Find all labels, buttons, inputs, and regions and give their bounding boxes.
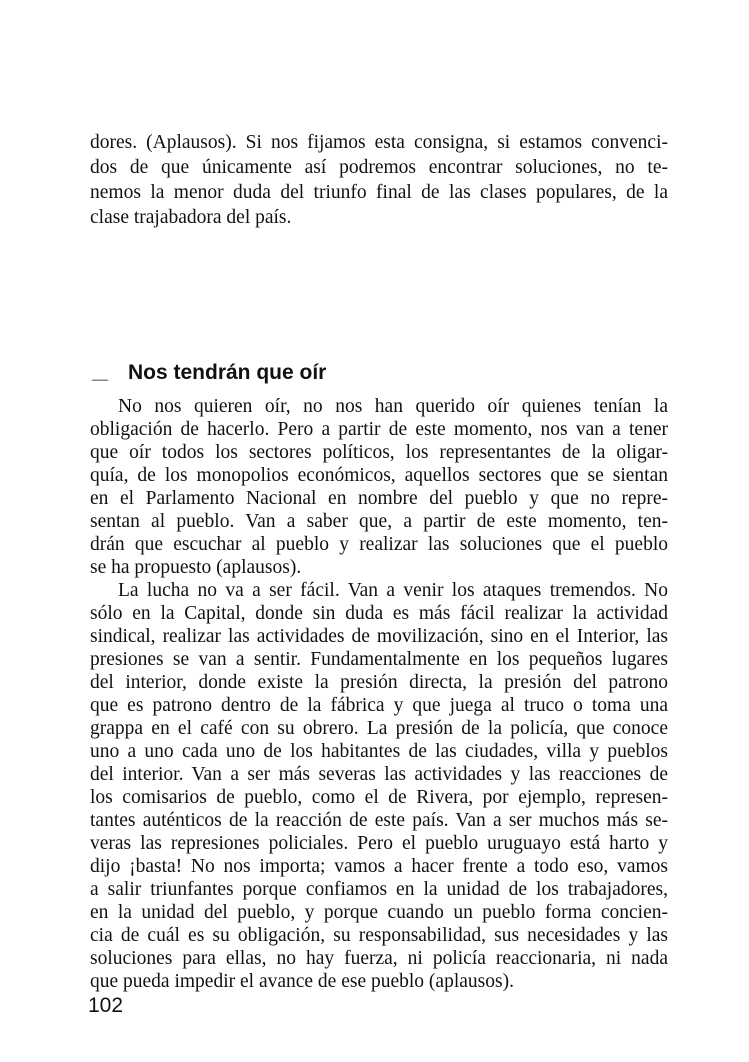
text-line: sentan al pueblo. Van a saber que, a partir de este momento, ten- (90, 511, 668, 532)
text-line: tantes auténticos de la reacción de este país. Van a ser muchos más se- (90, 810, 668, 831)
text-line: cia de cuál es su obligación, su responsabilidad, sus necesidades y las (90, 925, 668, 946)
text-line: nemos la menor duda del triunfo final de las clases populares, de la (90, 182, 668, 203)
text-line: que es patrono dentro de la fábrica y que juega al truco o toma una (90, 695, 668, 716)
text-line: en el Parlamento Nacional en nombre del pueblo y que no repre- (90, 488, 668, 509)
text-line: drán que escuchar al pueblo y realizar las soluciones que el pueblo (90, 534, 668, 555)
text-line: uno a uno cada uno de los habitantes de las ciudades, villa y pueblos (90, 741, 668, 762)
text-line: en la unidad del pueblo, y porque cuando un pueblo forma concien- (90, 902, 668, 923)
text-line: presiones se van a sentir. Fundamentalmente en los pequeños lugares (90, 649, 668, 670)
text-line: soluciones para ellas, no hay fuerza, ni policía reaccionaria, ni nada (90, 948, 668, 969)
text-line: que pueda impedir el avance de ese pueblo (aplausos). (90, 971, 514, 992)
text-line: veras las represiones policiales. Pero el pueblo uruguayo está harto y (90, 833, 668, 854)
text-line: del interior. Van a ser más severas las actividades y las reacciones de (90, 764, 668, 785)
text-line: grappa en el café con su obrero. La presión de la policía, que conoce (90, 718, 668, 739)
text-line: La lucha no va a ser fácil. Van a venir los ataques tremendos. No (118, 580, 668, 601)
page-number: 102 (88, 994, 124, 1017)
text-line: No nos quieren oír, no nos han querido oír quienes tenían la (118, 396, 668, 417)
text-line: clase trajabadora del país. (90, 207, 292, 228)
text-line: se ha propuesto (aplausos). (90, 557, 302, 578)
text-line: sindical, realizar las actividades de movilización, sino en el Interior, las (90, 626, 668, 647)
text-line: obligación de hacerlo. Pero a partir de este momento, nos van a tener (90, 419, 668, 440)
text-line: que oír todos los sectores políticos, los representantes de la oligar- (90, 442, 668, 463)
text-line: los comisarios de pueblo, como el de Rivera, por ejemplo, represen- (90, 787, 668, 808)
section-dash: — (92, 371, 109, 388)
text-line: quía, de los monopolios económicos, aquellos sectores que se sientan (90, 465, 668, 486)
text-line: dores. (Aplausos). Si nos fijamos esta consigna, si estamos convenci- (90, 132, 668, 153)
text-line: a salir triunfantes porque confiamos en la unidad de los trabajadores, (90, 879, 668, 900)
text-line: dos de que únicamente así podremos encontrar soluciones, no te- (90, 157, 668, 178)
text-line: del interior, donde existe la presión directa, la presión del patrono (90, 672, 668, 693)
text-line: dijo ¡basta! No nos importa; vamos a hacer frente a todo eso, vamos (90, 856, 668, 877)
section-title: Nos tendrán que oír (128, 361, 327, 384)
text-line: sólo en la Capital, donde sin duda es más fácil realizar la actividad (90, 603, 668, 624)
